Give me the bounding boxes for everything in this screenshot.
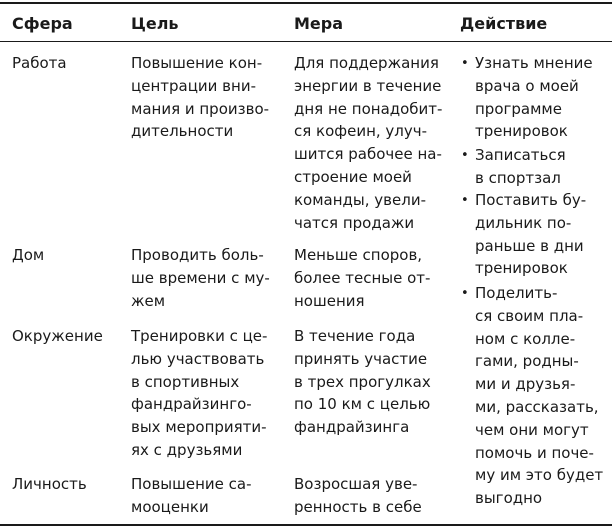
action-bullet-icon: • — [461, 148, 469, 163]
row-work-goal: Повышение кон- центрации вни- мания и произво- дительности — [131, 54, 270, 141]
header-sphere: Сфера — [12, 14, 73, 33]
row-personal-goal: Повышение са- мооценки — [131, 475, 252, 516]
table-header-rule — [0, 41, 612, 42]
header-goal: Цель — [131, 14, 179, 33]
action-item-alarm: Поставить бу- дильник по- раньше в дни тренировок — [475, 191, 587, 278]
action-bullet-icon: • — [461, 286, 469, 301]
table-top-rule — [0, 2, 612, 4]
action-bullet-icon: • — [461, 193, 469, 208]
header-action: Действие — [460, 14, 548, 33]
action-bullet-icon: • — [461, 56, 469, 71]
row-environment-sphere: Окружение — [12, 327, 103, 345]
table-bottom-rule — [0, 524, 612, 526]
action-item-gym: Записаться в спортзал — [475, 146, 566, 187]
row-home-sphere: Дом — [12, 246, 45, 264]
row-work-sphere: Работа — [12, 54, 67, 72]
row-personal-sphere: Личность — [12, 475, 87, 493]
row-personal-measure: Возросшая уве- ренность в себе — [294, 475, 422, 516]
row-home-measure: Меньше споров, более тесные от- ношения — [294, 246, 431, 310]
row-environment-measure: В течение года принять участие в трех прогулках по 10 км с целью фандрайзинга — [294, 327, 431, 437]
header-measure: Мера — [294, 14, 344, 33]
row-home-goal: Проводить боль- ше времени с му- жем — [131, 246, 270, 310]
row-work-measure: Для поддержания энергии в течение дня не понадобит- ся кофеин, улуч- шится рабочее на- строение моей команды, увели- чатся продажи — [294, 54, 443, 232]
action-item-share: Поделить- ся своим пла- ном с колле- гами, родны- ми и друзья- ми, рассказать, чем они могут помочь и поче- му им это будет выгодно — [475, 284, 604, 508]
row-environment-goal: Тренировки с це- лью участвовать в спортивных фандрайзинго- вых мероприяти- ях с друзьями — [131, 327, 268, 459]
action-item-doctor: Узнать мнение врача о моей программе тренировок — [475, 54, 593, 141]
